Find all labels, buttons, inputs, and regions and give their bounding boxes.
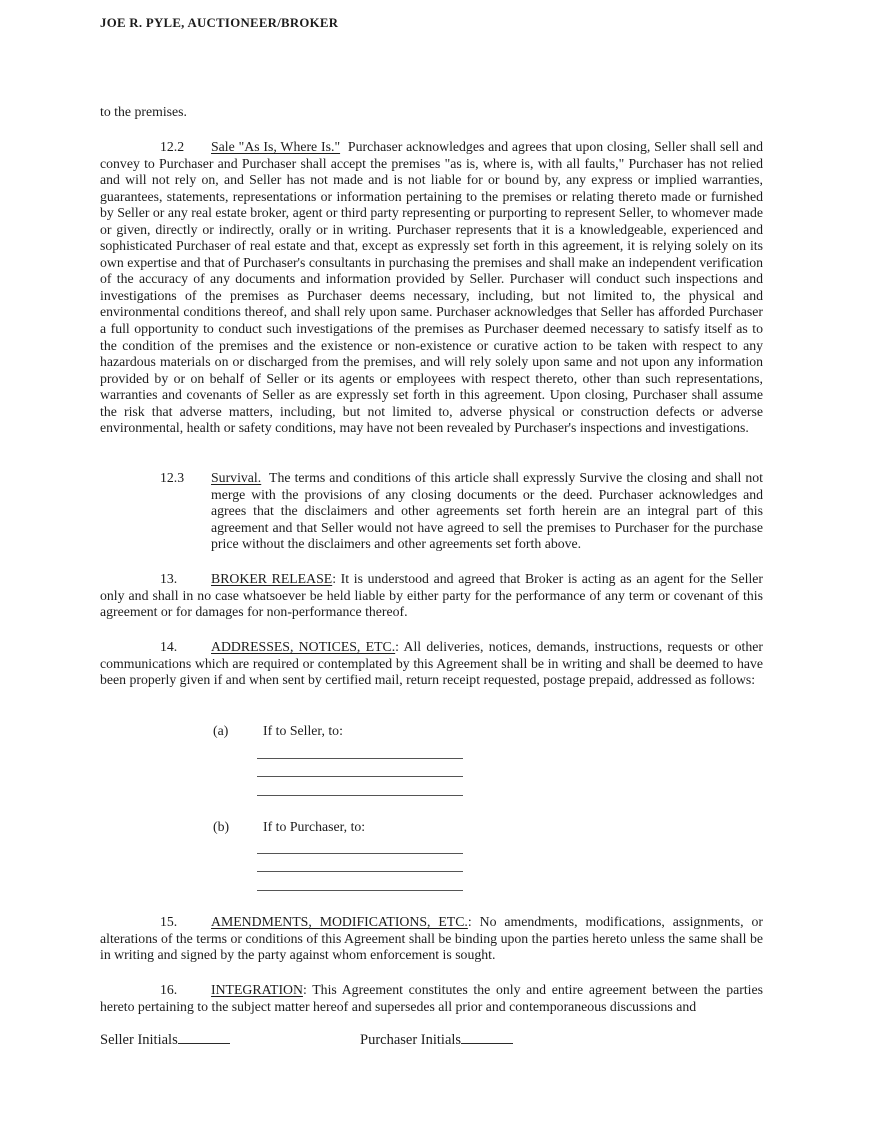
address-blank-line [257, 740, 463, 759]
section-14-body: : All deliveries, notices, demands, instructions, requests or other communications which are required or contemplated by this Agreement shall be in writing and shall be deemed to have been properly given if and when sent by certified mail, return receipt requested, postage prepaid, addressed as follows: [100, 639, 763, 688]
address-blank-line [257, 759, 463, 778]
section-16-number: 16. [160, 982, 178, 997]
section-12-3-heading: Survival. [211, 470, 262, 485]
section-12-3 [160, 470, 763, 553]
section-16-body: : This Agreement constitutes the only and entire agreement between the parties hereto pertaining to the subject matter hereof and supersedes all prior and contemporaneous discussions and [100, 982, 763, 1014]
seller-initials-blank [178, 1029, 230, 1044]
seller-initials-label: Seller Initials [100, 1032, 178, 1048]
address-blank-line [257, 872, 463, 891]
notice-b-label: (b) [213, 819, 230, 834]
purchaser-address-blanks [257, 835, 463, 891]
section-15-body: : No amendments, modifications, assignments, or alterations of the terms or conditions of this Agreement shall be binding upon the parties hereto unless the same shall be in writing and signed by the party against whom enforcement is sought. [100, 914, 763, 963]
section-12-2-number: 12.2 [160, 139, 185, 154]
notice-a-label: (a) [213, 723, 229, 738]
section-13 [100, 571, 763, 621]
section-13-body: : It is understood and agreed that Broker is acting as an agent for the Seller only and shall in no case whatsoever be held liable by either party for the performance of any term or covenant of this agreement or for damages for non-performance thereof. [100, 571, 763, 620]
notice-item-a [213, 723, 343, 739]
section-15 [100, 914, 763, 964]
section-12-3-number: 12.3 [160, 470, 185, 485]
section-16-heading: INTEGRATION [211, 982, 303, 997]
seller-initials [100, 1029, 230, 1049]
section-15-number: 15. [160, 914, 178, 929]
section-12-2-heading: Sale "As Is, Where Is." [211, 139, 341, 154]
carryover-text: to the premises. [100, 104, 187, 119]
purchaser-initials [360, 1029, 513, 1049]
seller-address-blanks [257, 740, 463, 796]
address-blank-line [257, 777, 463, 796]
purchaser-initials-label: Purchaser Initials [360, 1032, 462, 1048]
section-12-2 [100, 139, 763, 437]
section-13-heading: BROKER RELEASE [211, 571, 333, 586]
page-header-title: JOE R. PYLE, AUCTIONEER/BROKER [100, 16, 339, 30]
section-13-number: 13. [160, 571, 178, 586]
section-14-heading: ADDRESSES, NOTICES, ETC. [211, 639, 396, 654]
section-12-3-body: The terms and conditions of this article shall expressly Survive the closing and shall not merge with the provisions of any closing documents or the deed. Purchaser acknowledges and agrees that the disclaimers and other agreements set forth herein are an integral part of this agreement and that Seller would not have agreed to sell the premises to Purchaser for the purchase price without the disclaimers and other agreements set forth above. [211, 470, 763, 552]
notice-b-text: If to Purchaser, to: [263, 819, 366, 834]
address-blank-line [257, 835, 463, 854]
address-blank-line [257, 854, 463, 873]
section-15-heading: AMENDMENTS, MODIFICATIONS, ETC. [211, 914, 468, 929]
section-14-number: 14. [160, 639, 178, 654]
section-12-2-body: Purchaser acknowledges and agrees that upon closing, Seller shall sell and convey to Purchaser and Purchaser shall accept the premises "as is, where is, with all faults," Purchaser has not relied and will not rely on, and Seller has not made and is not liable for or bound by, any express or implied warranties, guarantees, statements, representations or information pertaining to the premises or relating thereto made or furnished by Seller or any real estate broker, agent or third party representing or purporting to represent Seller, to whomever made or given, directly or indirectly, orally or in writing. Purchaser represents that it is a knowledgeable, experienced and sophisticated Purchaser of real estate and that, except as expressly set forth in this agreement, it is relying solely on its own expertise and that of Purchaser's consultants in purchasing the premises and shall make an independent verification of the accuracy of any documents and information provided by Seller. Purchaser will conduct such inspections and investigations of the premises as Purchaser deems necessary, including, but not limited to, the physical and environmental conditions thereof, and shall rely upon same. Purchaser acknowledges that Seller has afforded Purchaser a full opportunity to conduct such investigations of the premises as Purchaser deemed necessary to satisfy itself as to the condition of the premises and the existence or non-existence or curative action to be taken with respect to any hazardous materials on or discharged from the premises, and will rely solely upon same and not upon any information provided by or on behalf of Seller or its agents or employees with respect thereto, other than such representations, warranties and covenants of Seller as are expressly set forth in this agreement. Upon closing, Purchaser shall assume the risk that adverse matters, including, but not limited to, adverse physical or construction defects or adverse environmental, health or safety conditions, may have not been revealed by Purchaser's inspections and investigations. [100, 139, 763, 436]
notice-item-b [213, 819, 365, 835]
notice-a-text: If to Seller, to: [263, 723, 343, 738]
purchaser-initials-blank [461, 1029, 513, 1044]
section-16 [100, 982, 763, 1015]
section-14 [100, 639, 763, 689]
